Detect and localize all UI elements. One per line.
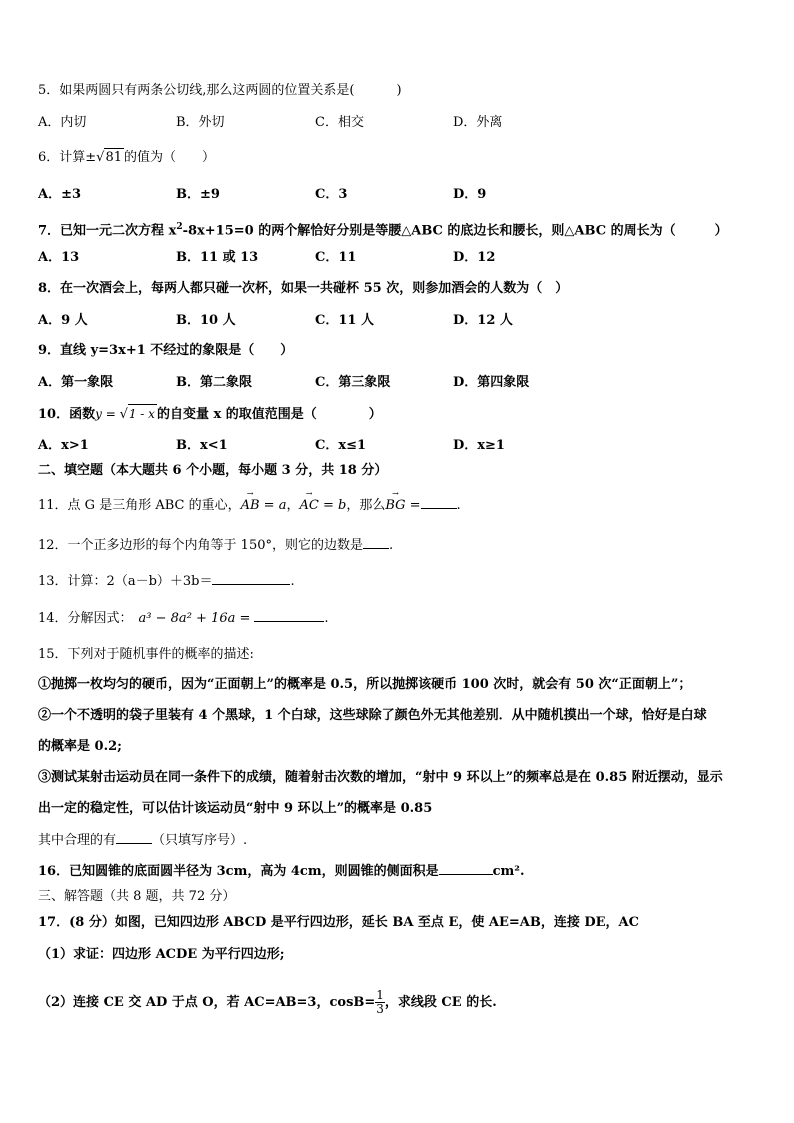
q6-option-c: C．3	[315, 187, 348, 202]
q10-option-a: A．x>1	[38, 438, 89, 453]
question-14: 14．分解因式： a³ − 8a² + 16a = .	[38, 611, 329, 626]
sqrt-81: √81	[96, 150, 123, 165]
q8-option-a: A．9 人	[38, 313, 88, 328]
section-3-heading: 三、解答题（共 8 题，共 72 分）	[38, 889, 236, 904]
q5-option-b: B．外切	[176, 115, 225, 130]
q7-option-c: C．11	[315, 250, 357, 265]
q15-statement-3: ③测试某射击运动员在同一条件下的成绩，随着射击次数的增加，“射中 9 环以上”的频率总是在 0.85 附近摆动，显示	[38, 770, 723, 785]
q9-option-b: B．第二象限	[176, 375, 252, 390]
vector-ab: → AB	[240, 489, 260, 513]
question-8: 8．在一次酒会上，每两人都只碰一次杯，如果一共碰杯 55 次，则参加酒会的人数为（ ）	[38, 281, 569, 296]
question-11: 11．点 G 是三角形 ABC 的重心， → AB = a， → AC = b，那么 → BG = .	[38, 489, 461, 513]
answer-blank	[212, 572, 290, 585]
q6-option-b: B．±9	[176, 187, 220, 202]
q15-statement-1: ①抛掷一枚均匀的硬币，因为“正面朝上”的概率是 0.5，所以抛掷该硬币 100 次时，就会有 50 次“正面朝上”；	[38, 677, 692, 692]
answer-blank	[439, 862, 493, 875]
question-15: 15．下列对于随机事件的概率的描述:	[38, 647, 254, 662]
question-5-stem: 5．如果两圆只有两条公切线,那么这两圆的位置关系是(	[38, 83, 355, 98]
vector-ac: → AC	[299, 489, 319, 513]
sqrt-1-minus-x: √1 - x	[120, 404, 157, 424]
q17-part-2: （2）连接 CE 交 AD 于点 O，若 AC=AB=3，cosB= $\frac{1}{3}$ ，求线段 CE 的长.	[38, 988, 497, 1016]
answer-blank	[116, 831, 152, 844]
answer-blank	[254, 609, 324, 622]
fraction-one-third: $\frac{1}{3}$	[376, 988, 384, 1016]
question-16: 16．已知圆锥的底面圆半径为 3cm，高为 4cm，则圆锥的侧面积是 cm².	[38, 864, 525, 879]
q5-option-d: D．外离	[453, 115, 503, 130]
question-5: 5．如果两圆只有两条公切线,那么这两圆的位置关系是( )	[38, 83, 402, 98]
q9-option-d: D．第四象限	[453, 375, 530, 390]
q8-option-b: B．10 人	[176, 313, 236, 328]
section-2-heading: 二、填空题（本大题共 6 个小题，每小题 3 分，共 18 分）	[38, 463, 388, 478]
question-10: 10．函数y = √1 - x 的自变量 x 的取值范围是（ ）	[38, 404, 382, 424]
q10-option-b: B．x<1	[176, 438, 228, 453]
question-13: 13．计算：2（a－b）＋3b＝ .	[38, 574, 295, 589]
vector-bg: → BG	[385, 489, 406, 513]
q15-statement-2-cont: 的概率是 0.2;	[38, 739, 122, 754]
answer-blank	[363, 536, 389, 549]
q10-option-d: D．x≥1	[453, 438, 505, 453]
q7-option-d: D．12	[453, 250, 496, 265]
q7-option-b: B．11 或 13	[176, 250, 259, 265]
q7-option-a: A．13	[38, 250, 80, 265]
answer-blank	[421, 496, 457, 509]
q6-option-a: A．±3	[38, 187, 82, 202]
q5-option-c: C．相交	[315, 115, 364, 130]
q10-option-c: C．x≤1	[315, 438, 367, 453]
question-12: 12．一个正多边形的每个内角等于 150°，则它的边数是 .	[38, 538, 394, 553]
q6-option-d: D．9	[453, 187, 487, 202]
q15-statement-3-cont: 出一定的稳定性，可以估计该运动员“射中 9 环以上”的概率是 0.85	[38, 801, 433, 816]
question-9: 9．直线 y=3x+1 不经过的象限是（ ）	[38, 343, 294, 358]
question-17: 17．(8 分）如图，已知四边形 ABCD 是平行四边形，延长 BA 至点 E，使 AE=AB，连接 DE，AC	[38, 915, 639, 930]
q15-ask: 其中合理的有 （只填写序号）.	[38, 833, 248, 848]
q8-option-c: C．11 人	[315, 313, 374, 328]
q17-part-1: （1）求证：四边形 ACDE 为平行四边形;	[38, 947, 285, 962]
q15-statement-2: ②一个不透明的袋子里装有 4 个黑球，1 个白球，这些球除了颜色外无其他差别．从中随机摸出一个球，恰好是白球	[38, 708, 707, 723]
q9-option-c: C．第三象限	[315, 375, 391, 390]
q9-option-a: A．第一象限	[38, 375, 114, 390]
q8-option-d: D．12 人	[453, 313, 513, 328]
q5-option-a: A．内切	[38, 115, 87, 130]
question-6: 6．计算±√81 的值为（ ）	[38, 150, 216, 165]
question-7: 7．已知一元二次方程 $x^2-8x+15=0$ 的两个解恰好分别是等腰△ABC 的底边长和腰长，则△ABC 的周长为（ ）	[38, 222, 728, 239]
